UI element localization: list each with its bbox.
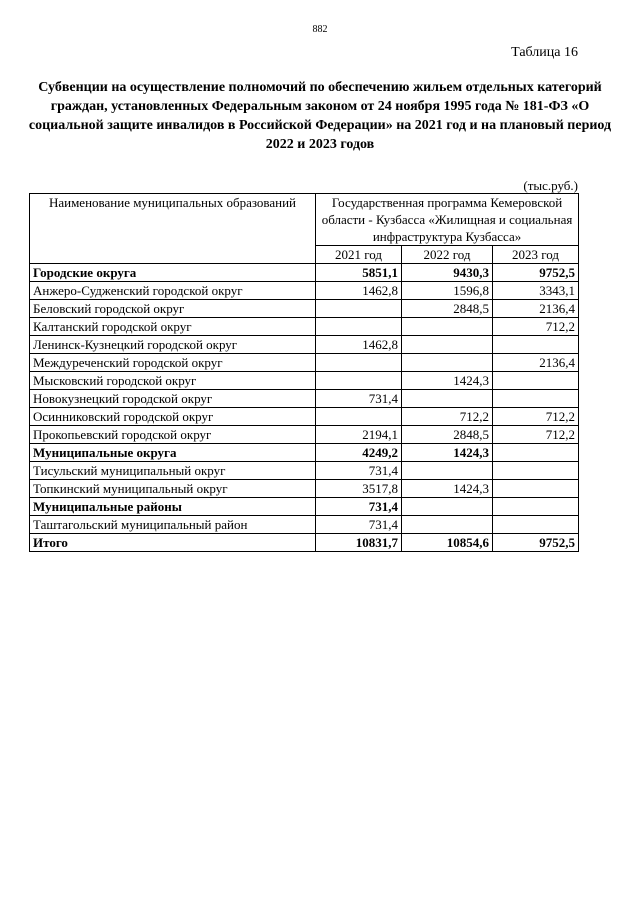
value-cell-2023: 712,2 xyxy=(493,318,579,336)
header-year-2023: 2023 год xyxy=(493,246,579,264)
municipality-name-cell: Мысковский городской округ xyxy=(30,372,316,390)
value-cell-2021: 2194,1 xyxy=(316,426,402,444)
table-row xyxy=(30,336,579,354)
municipality-name-cell: Итого xyxy=(30,534,316,552)
value-cell-2022 xyxy=(402,498,493,516)
value-cell-2022: 2848,5 xyxy=(402,426,493,444)
table-row xyxy=(30,390,579,408)
value-cell-2021: 731,4 xyxy=(316,498,402,516)
value-cell-2022: 712,2 xyxy=(402,408,493,426)
table-row xyxy=(30,516,579,534)
municipality-name-cell: Топкинский муниципальный округ xyxy=(30,480,316,498)
header-program: Государственная программа Кемеровской области - Кузбасса «Жилищная и социальная инфраструктура Кузбасса» xyxy=(316,194,579,246)
value-cell-2021 xyxy=(316,300,402,318)
value-cell-2021: 731,4 xyxy=(316,390,402,408)
value-cell-2023: 3343,1 xyxy=(493,282,579,300)
table-row xyxy=(30,354,579,372)
table-row xyxy=(30,480,579,498)
municipality-name-cell: Тисульский муниципальный округ xyxy=(30,462,316,480)
value-cell-2023 xyxy=(493,372,579,390)
value-cell-2022 xyxy=(402,336,493,354)
value-cell-2023 xyxy=(493,480,579,498)
value-cell-2023 xyxy=(493,336,579,354)
page-number: 882 xyxy=(312,24,328,35)
municipality-name-cell: Междуреченский городской округ xyxy=(30,354,316,372)
value-cell-2021: 4249,2 xyxy=(316,444,402,462)
value-cell-2023: 712,2 xyxy=(493,426,579,444)
value-cell-2022: 10854,6 xyxy=(402,534,493,552)
value-cell-2023: 712,2 xyxy=(493,408,579,426)
municipality-name-cell: Муниципальные районы xyxy=(30,498,316,516)
value-cell-2021: 1462,8 xyxy=(316,336,402,354)
value-cell-2023 xyxy=(493,462,579,480)
header-year-2021: 2021 год xyxy=(316,246,402,264)
municipality-name-cell: Ленинск-Кузнецкий городской округ xyxy=(30,336,316,354)
table-row xyxy=(30,534,579,552)
value-cell-2021: 10831,7 xyxy=(316,534,402,552)
value-cell-2022 xyxy=(402,318,493,336)
value-cell-2021: 1462,8 xyxy=(316,282,402,300)
value-cell-2023 xyxy=(493,516,579,534)
municipality-name-cell: Анжеро-Судженский городской округ xyxy=(30,282,316,300)
subsidies-table xyxy=(29,193,579,552)
value-cell-2023: 9752,5 xyxy=(493,264,579,282)
municipality-name-cell: Прокопьевский городской округ xyxy=(30,426,316,444)
value-cell-2023: 9752,5 xyxy=(493,534,579,552)
municipality-name-cell: Осинниковский городской округ xyxy=(30,408,316,426)
value-cell-2022: 1596,8 xyxy=(402,282,493,300)
value-cell-2021 xyxy=(316,372,402,390)
value-cell-2022: 1424,3 xyxy=(402,444,493,462)
value-cell-2021: 731,4 xyxy=(316,516,402,534)
value-cell-2023 xyxy=(493,498,579,516)
value-cell-2022: 1424,3 xyxy=(402,480,493,498)
header-municipality-name: Наименование муниципальных образований xyxy=(30,194,316,264)
table-row xyxy=(30,498,579,516)
table-row xyxy=(30,444,579,462)
municipality-name-cell: Таштагольский муниципальный район xyxy=(30,516,316,534)
table-body xyxy=(30,264,579,552)
table-row xyxy=(30,318,579,336)
municipality-name-cell: Калтанский городской округ xyxy=(30,318,316,336)
table-row xyxy=(30,300,579,318)
table-row xyxy=(30,462,579,480)
value-cell-2023: 2136,4 xyxy=(493,354,579,372)
value-cell-2022: 2848,5 xyxy=(402,300,493,318)
table-row xyxy=(30,372,579,390)
value-cell-2022: 9430,3 xyxy=(402,264,493,282)
value-cell-2021 xyxy=(316,318,402,336)
table-row xyxy=(30,264,579,282)
table-label: Таблица 16 xyxy=(511,45,578,60)
table-row xyxy=(30,426,579,444)
header-year-2022: 2022 год xyxy=(402,246,493,264)
value-cell-2021 xyxy=(316,354,402,372)
units-label: (тыс.руб.) xyxy=(523,178,578,193)
value-cell-2022: 1424,3 xyxy=(402,372,493,390)
value-cell-2022 xyxy=(402,354,493,372)
municipality-name-cell: Новокузнецкий городской округ xyxy=(30,390,316,408)
value-cell-2022 xyxy=(402,516,493,534)
municipality-name-cell: Беловский городской округ xyxy=(30,300,316,318)
municipality-name-cell: Городские округа xyxy=(30,264,316,282)
municipality-name-cell: Муниципальные округа xyxy=(30,444,316,462)
value-cell-2023: 2136,4 xyxy=(493,300,579,318)
table-row xyxy=(30,408,579,426)
table-row xyxy=(30,282,579,300)
value-cell-2023 xyxy=(493,444,579,462)
value-cell-2022 xyxy=(402,390,493,408)
value-cell-2021: 3517,8 xyxy=(316,480,402,498)
value-cell-2021: 5851,1 xyxy=(316,264,402,282)
value-cell-2023 xyxy=(493,390,579,408)
value-cell-2021 xyxy=(316,408,402,426)
document-title: Субвенции на осуществление полномочий по обеспечению жильем отдельных категорий граждан, установленных Федеральным законом от 24 ноября 1995 года № 181-ФЗ «О социальной защите инвалидов в Российской Федерации» на 2021 год и на плановый период 2022 и 2023 годов xyxy=(28,80,612,152)
value-cell-2022 xyxy=(402,462,493,480)
value-cell-2021: 731,4 xyxy=(316,462,402,480)
